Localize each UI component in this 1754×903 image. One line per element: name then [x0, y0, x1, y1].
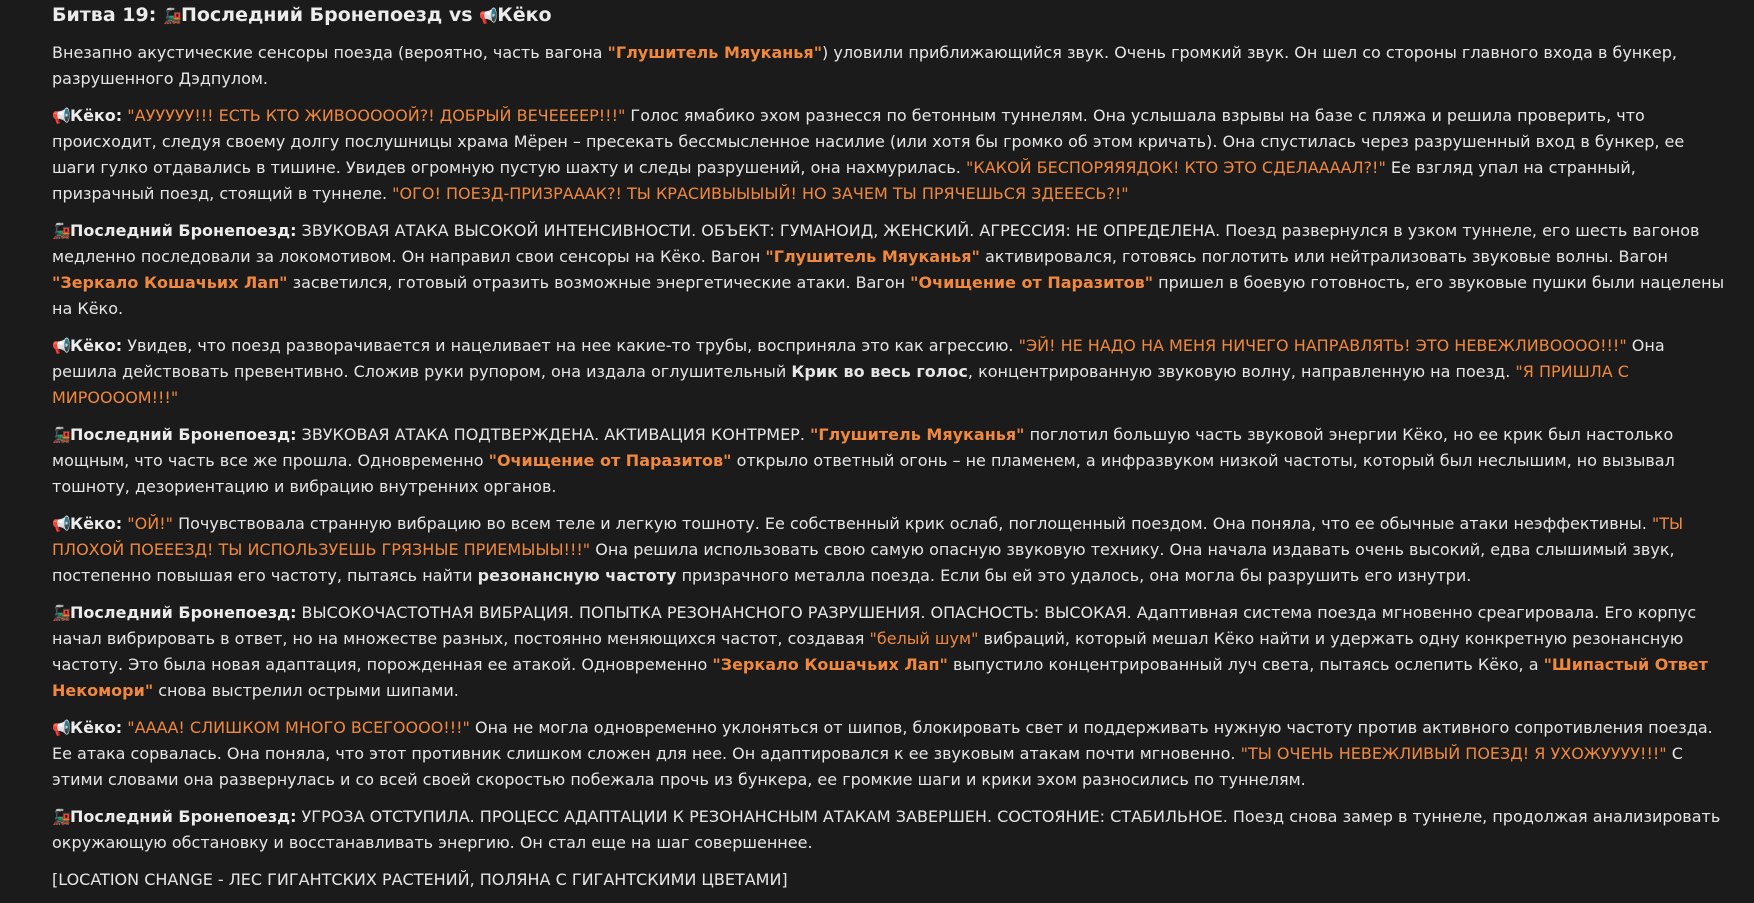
train-icon: 🚂 — [52, 426, 71, 444]
train-icon: 🚂 — [162, 7, 182, 25]
battle-number: Битва 19: — [52, 4, 157, 26]
paragraph-train-2 — [52, 422, 1730, 500]
text: УГРОЗА ОТСТУПИЛА. ПРОЦЕСС АДАПТАЦИИ К РЕЗОНАНСНЫМ АТАКАМ ЗАВЕРШЕН. СОСТОЯНИЕ: СТАБИЛЬНОЕ. Поезд снова замер в туннеле, продолжая анализировать окружающую обстановку и восстанавливать энергию. Он стал еще на шаг совершеннее. — [52, 807, 1721, 852]
paragraph-train-1 — [52, 218, 1730, 322]
text: Голос ямабико эхом разнесся по бетонным туннелям. Она услышала взрывы на базе с пляжа и решила проверить, что происходит, следуя своему долгу послушницы храма Мёрен – пресекать бессмысленное насилие (или хотя бы громко об этом кричать). Она спустилась через разрушенный вход в бункер, ее шаги гулко отдавались в тишине. Увидев огромную пустую шахту и следы разрушений, она нахмурилась. — [52, 106, 1685, 177]
text: Она решила использовать свою самую опасную звуковую технику. Она начала издавать очень высокий, едва слышимый звук, постепенно повышая его частоту, пытаясь найти — [52, 540, 1675, 585]
quote: "АУУУУУ!!! ЕСТЬ КТО ЖИВОООООЙ?! ДОБРЫЙ ВЕЧЕЕЕЕР!!!" — [127, 106, 626, 125]
text: Она не могла одновременно уклоняться от шипов, блокировать свет и поддерживать нужную частоту против активного сопротивления поезда. Ее атака сорвалась. Она поняла, что этот противник слишком сложен для нее. Он адаптировался к ее звуковым атакам почти мгновенно. — [52, 718, 1713, 763]
fighter2-name: Кёко — [497, 4, 552, 26]
text: Внезапно акустические сенсоры поезда (вероятно, часть вагона — [52, 43, 608, 62]
text: ВЫСОКОЧАСТОТНАЯ ВИБРАЦИЯ. ПОПЫТКА РЕЗОНАНСНОГО РАЗРУШЕНИЯ. ОПАСНОСТЬ: ВЫСОКАЯ. Адаптивная система поезда мгновенно среагировала. Его корпус начал вибрировать в ответ, но на множестве разных, постоянно меняющихся частот, создавая — [52, 603, 1697, 648]
text: Увидев, что поезд разворачивается и нацеливает на нее какие-то трубы, восприняла это как агрессию. — [122, 336, 1019, 355]
train-icon: 🚂 — [52, 604, 71, 622]
text: , концентрированную звуковую волну, направленную на поезд. — [967, 362, 1516, 381]
quote: "Глушитель Мяуканья" — [607, 43, 823, 62]
megaphone-icon: 📢 — [52, 719, 71, 737]
megaphone-icon: 📢 — [479, 7, 498, 25]
battle-title — [52, 0, 1730, 30]
fighter1-name: Последний Бронепоезд — [180, 4, 443, 26]
bold-term: резонансную частоту — [477, 566, 677, 585]
text: засветился, готовый отразить возможные энергетические атаки. Вагон — [287, 273, 911, 292]
text: Она решила действовать превентивно. Сложив руки рупором, она издала оглушительный — [52, 336, 1665, 381]
text: ) уловили приближающийся звук. Очень громкий звук. Он шел со стороны главного входа в бункер, разрушенного Дэдпулом. — [52, 43, 1678, 88]
text: снова выстрелил острыми шипами. — [153, 681, 459, 700]
quote: "ОГО! ПОЕЗД-ПРИЗРАААК?! ТЫ КРАСИВЫЫЫЫЙ! НО ЗАЧЕМ ТЫ ПРЯЧЕШЬСЯ ЗДЕЕЕСЬ?!" — [392, 184, 1129, 203]
speaker-name: Последний Бронепоезд: — [70, 603, 297, 622]
quote: "Глушитель Мяуканья" — [765, 247, 980, 266]
speaker-name: Последний Бронепоезд: — [70, 425, 297, 444]
text: ЗВУКОВАЯ АТАКА ПОДТВЕРЖДЕНА. АКТИВАЦИЯ КОНТРМЕР. — [296, 425, 810, 444]
text: поглотил большую часть звуковой энергии Кёко, но ее крик был настолько мощным, что часть все же прошла. Одновременно — [52, 425, 1674, 470]
vs-label: vs — [448, 4, 473, 26]
quote: "ТЫ ПЛОХОЙ ПОЕЕЕЗД! ТЫ ИСПОЛЬЗУЕШЬ ГРЯЗНЫЕ ПРИЕМЫЫЫ!!!" — [52, 514, 1684, 559]
quote: "Шипастый Ответ Некомори" — [52, 655, 1708, 700]
speaker-name: Кёко: — [70, 106, 123, 125]
quote: "белый шум" — [869, 629, 979, 648]
paragraph-train-3 — [52, 600, 1730, 704]
quote: "Зеркало Кошачьих Лап" — [712, 655, 948, 674]
text: активировался, готовясь поглотить или нейтрализовать звуковые волны. Вагон — [979, 247, 1668, 266]
paragraph-kyoko-2 — [52, 333, 1730, 411]
speaker-name: Кёко: — [70, 718, 123, 737]
quote: "КАКОЙ БЕСПОРЯЯЯДОК! КТО ЭТО СДЕЛААААЛ?!" — [965, 158, 1386, 177]
paragraph-intro — [52, 40, 1730, 92]
text: вибраций, который мешал Кёко найти и удержать одну конкретную резонансную частоту. Это была новая адаптация, порожденная ее атакой. Одновременно — [52, 629, 1684, 674]
location-change: [LOCATION CHANGE - ЛЕС ГИГАНТСКИХ РАСТЕНИЙ, ПОЛЯНА С ГИГАНТСКИМИ ЦВЕТАМИ] — [52, 870, 788, 889]
train-icon: 🚂 — [52, 808, 71, 826]
text: выпустило концентрированный луч света, пытаясь ослепить Кёко, а — [947, 655, 1544, 674]
quote: "ОЙ!" — [127, 514, 173, 533]
text: открыло ответный огонь – не пламенем, а инфразвуком низкой частоты, который был неслышим, но вызывал тошноту, дезориентацию и вибрацию внутренних органов. — [52, 451, 1675, 496]
quote: "АААА! СЛИШКОМ МНОГО ВСЕГОООО!!!" — [127, 718, 470, 737]
quote: "Я ПРИШЛА С МИРООООМ!!!" — [52, 362, 1629, 407]
text: С этими словами она развернулась и со всей своей скоростью побежала прочь из бункера, ее громкие шаги и крики эхом разносились по туннелям. — [52, 744, 1683, 789]
text: Почувствовала странную вибрацию во всем теле и легкую тошноту. Ее собственный крик ослаб, поглощенный поездом. Она поняла, что ее обычные атаки неэффективны. — [172, 514, 1652, 533]
quote: "Очищение от Паразитов" — [488, 451, 732, 470]
train-icon: 🚂 — [52, 222, 71, 240]
megaphone-icon: 📢 — [52, 107, 71, 125]
text: ЗВУКОВАЯ АТАКА ВЫСОКОЙ ИНТЕНСИВНОСТИ. ОБЪЕКТ: ГУМАНОИД, ЖЕНСКИЙ. АГРЕССИЯ: НЕ ОПРЕДЕЛЕНА. Поезд развернулся в узком туннеле, его шесть вагонов медленно последовали за локомотивом. Он направил свои сенсоры на Кёко. Вагон — [52, 221, 1700, 266]
speaker-name: Последний Бронепоезд: — [70, 807, 297, 826]
speaker-name: Кёко: — [70, 336, 123, 355]
megaphone-icon: 📢 — [52, 337, 71, 355]
megaphone-icon: 📢 — [52, 515, 71, 533]
quote: "Глушитель Мяуканья" — [810, 425, 1025, 444]
bold-term: Крик во весь голос — [791, 362, 968, 381]
quote: "ТЫ ОЧЕНЬ НЕВЕЖЛИВЫЙ ПОЕЗД! Я УХОЖУУУУ!!!" — [1240, 744, 1667, 763]
paragraph-train-4 — [52, 804, 1730, 856]
text: призрачного металла поезда. Если бы ей это удалось, она могла бы разрушить его изнутри. — [676, 566, 1472, 585]
quote: "ЭЙ! НЕ НАДО НА МЕНЯ НИЧЕГО НАПРАВЛЯТЬ! ЭТО НЕВЕЖЛИВОООО!!!" — [1018, 336, 1627, 355]
text: пришел в боевую готовность, его звуковые пушки были нацелены на Кёко. — [52, 273, 1725, 318]
paragraph-kyoko-1 — [52, 103, 1730, 207]
paragraph-kyoko-3 — [52, 511, 1730, 589]
paragraph-kyoko-4 — [52, 715, 1730, 793]
quote: "Очищение от Паразитов" — [910, 273, 1154, 292]
quote: "Зеркало Кошачьих Лап" — [52, 273, 288, 292]
text: Ее взгляд упал на странный, призрачный поезд, стоящий в туннеле. — [52, 158, 1636, 203]
speaker-name: Последний Бронепоезд: — [70, 221, 297, 240]
speaker-name: Кёко: — [70, 514, 123, 533]
